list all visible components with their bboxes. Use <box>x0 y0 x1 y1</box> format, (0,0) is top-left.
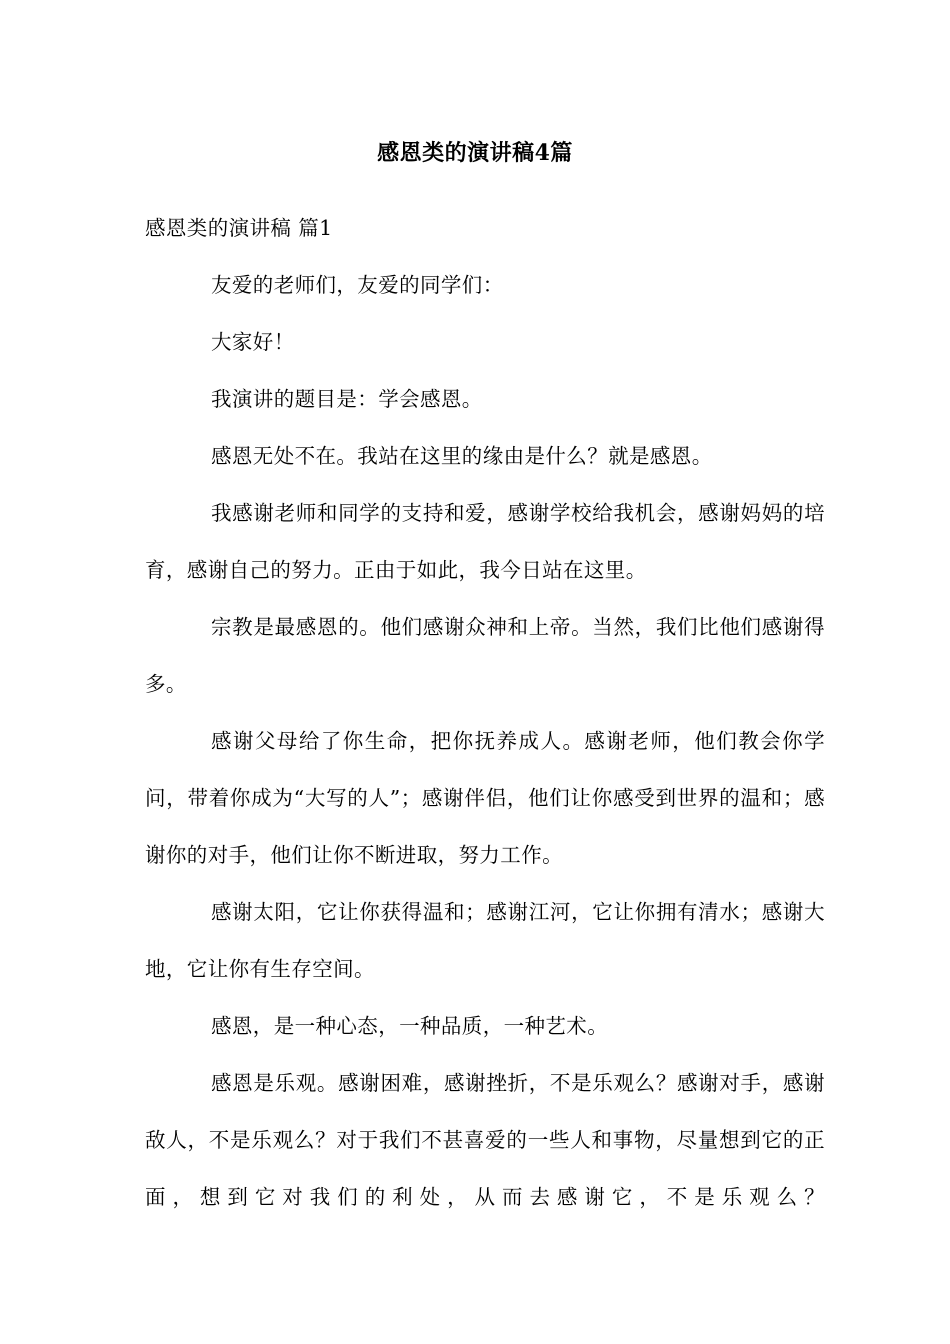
paragraph-greeting: 友爱的老师们，友爱的同学们： <box>211 273 504 297</box>
document-title: 感恩类的演讲稿4篇 <box>377 140 573 166</box>
paragraph-religion: 宗教是最感恩的。他们感谢众神和上帝。当然，我们比他们感谢得多。 <box>145 615 825 696</box>
paragraph-everywhere: 感恩无处不在。我站在这里的缘由是什么？就是感恩。 <box>211 444 713 468</box>
document-body <box>145 200 825 1226</box>
paragraph-nature: 感谢太阳，它让你获得温和；感谢江河，它让你拥有清水；感谢大地，它让你有生存空间。 <box>145 900 825 981</box>
paragraph-topic: 我演讲的题目是：学会感恩。 <box>211 387 483 411</box>
paragraph-optimism: 感恩是乐观。感谢困难，感谢挫折，不是乐观么？感谢对手，感谢敌人，不是乐观么？对于我们不甚喜爱的一些人和事物，尽量想到它的正面，想到它对我们的利处，从而去感谢它，不是乐观么？ <box>145 1071 825 1209</box>
paragraph-attitude: 感恩，是一种心态，一种品质，一种艺术。 <box>211 1014 609 1038</box>
paragraph-thanks-teachers: 我感谢老师和同学的支持和爱，感谢学校给我机会，感谢妈妈的培育，感谢自己的努力。正由于如此，我今日站在这里。 <box>145 501 825 582</box>
section-heading: 感恩类的演讲稿 篇1 <box>145 216 333 240</box>
paragraph-hello: 大家好！ <box>211 330 295 354</box>
paragraph-parents: 感谢父母给了你生命，把你抚养成人。感谢老师，他们教会你学问，带着你成为“大写的人”；感谢伴侣，他们让你感受到世界的温和；感谢你的对手，他们让你不断进取，努力工作。 <box>145 729 825 867</box>
